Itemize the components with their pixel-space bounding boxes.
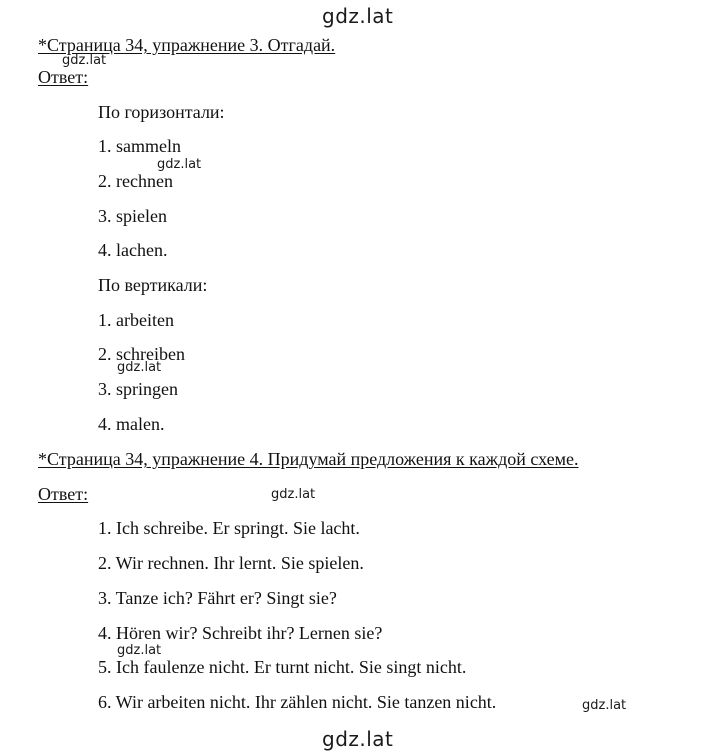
exercise-4-heading: *Страница 34, упражнение 4. Придумай предложения к каждой схеме. bbox=[38, 449, 579, 469]
list-item: 5. Ich faulenze nicht. Er turnt nicht. Sie singt nicht. bbox=[98, 657, 467, 677]
list-item: 2. schreiben bbox=[98, 344, 185, 364]
horizontal-label: По горизонтали: bbox=[98, 102, 225, 122]
list-item: 2. Wir rechnen. Ihr lernt. Sie spielen. bbox=[98, 553, 364, 573]
list-item: 4. lachen. bbox=[98, 240, 168, 260]
list-item: 4. malen. bbox=[98, 414, 165, 434]
watermark-top: gdz.lat bbox=[322, 4, 394, 28]
answer-label: Ответ: bbox=[38, 484, 89, 504]
watermark: gdz.lat bbox=[582, 698, 627, 713]
exercise-3-heading: *Страница 34, упражнение 3. Отгадай. bbox=[38, 35, 336, 55]
list-item: 4. Hören wir? Schreibt ihr? Lernen sie? bbox=[98, 623, 383, 643]
watermark-bottom: gdz.lat bbox=[322, 727, 394, 751]
list-item: 3. springen bbox=[98, 379, 178, 399]
list-item: 1. arbeiten bbox=[98, 310, 174, 330]
list-item: 3. Tanze ich? Fährt er? Singt sie? bbox=[98, 588, 337, 608]
watermark: gdz.lat bbox=[157, 157, 202, 172]
list-item: 3. spielen bbox=[98, 206, 167, 226]
list-item: 2. rechnen bbox=[98, 171, 173, 191]
vertical-label: По вертикали: bbox=[98, 275, 208, 295]
watermark: gdz.lat bbox=[271, 487, 316, 502]
list-item: 1. Ich schreibe. Er springt. Sie lacht. bbox=[98, 518, 360, 538]
answer-label: Ответ: bbox=[38, 67, 89, 87]
list-item: 1. sammeln bbox=[98, 136, 181, 156]
watermark: gdz.lat bbox=[117, 360, 162, 375]
watermark: gdz.lat bbox=[62, 53, 107, 68]
list-item: 6. Wir arbeiten nicht. Ihr zählen nicht. Sie tanzen nicht. bbox=[98, 692, 497, 712]
watermark: gdz.lat bbox=[117, 643, 162, 658]
